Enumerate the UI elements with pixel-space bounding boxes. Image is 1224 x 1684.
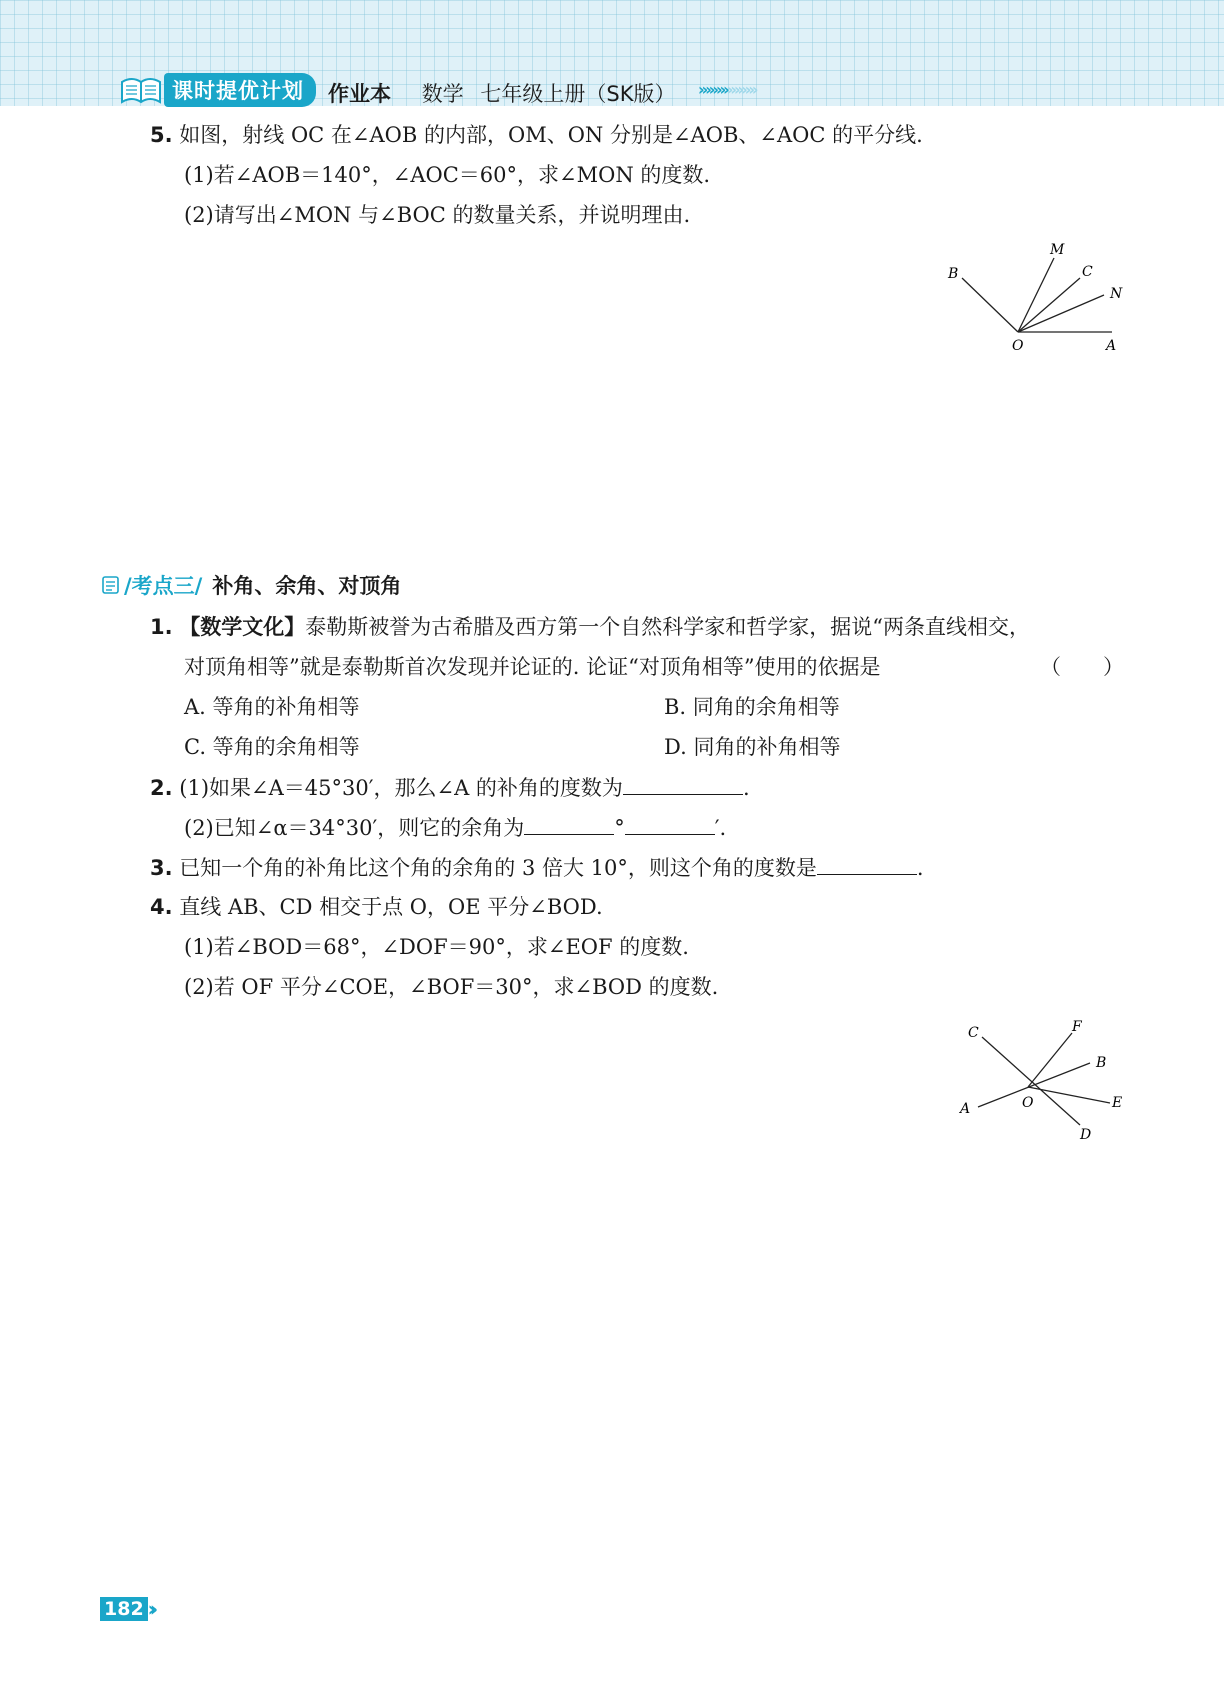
q3-period: . — [916, 856, 924, 880]
q5-line2: (1)若∠AOB＝140°，∠AOC＝60°，求∠MON 的度数. — [184, 163, 711, 187]
label-C: C — [968, 1025, 979, 1041]
q5-line1 — [150, 120, 923, 150]
page-number-value: 182 — [100, 1597, 148, 1621]
q5-line3: (2)请写出∠MON 与∠BOC 的数量关系，并说明理由. — [184, 203, 691, 227]
grade-label: 七年级上册（SK版） — [480, 82, 676, 106]
q1-tag: 【数学文化】 — [179, 614, 306, 639]
label-B: B — [1096, 1055, 1107, 1071]
q1-line1 — [150, 612, 1030, 642]
q2-minute-symbol: ′. — [714, 816, 727, 840]
label-N: N — [1110, 286, 1123, 302]
header-title — [328, 78, 675, 108]
q4-number: 4. — [150, 895, 173, 919]
q2-line2 — [184, 812, 726, 843]
q1-number: 1. — [150, 615, 173, 639]
workbook-label: 作业本 — [328, 82, 391, 106]
q4-line2: (1)若∠BOD＝68°，∠DOF＝90°，求∠EOF 的度数. — [184, 935, 689, 959]
label-A: A — [1106, 338, 1117, 354]
q2-line1 — [150, 772, 750, 803]
page-number — [100, 1596, 152, 1622]
q1-text2: 对顶角相等”就是泰勒斯首次发现并论证的. 论证“对顶角相等”使用的依据是 — [184, 655, 881, 679]
label-O: O — [1012, 338, 1024, 354]
label-C: C — [1082, 264, 1093, 280]
subject-label: 数学 — [421, 82, 464, 106]
q3-line — [150, 852, 924, 883]
q5-number: 5. — [150, 123, 173, 147]
q2-degree-symbol: ° — [614, 816, 625, 840]
label-O: O — [1022, 1095, 1034, 1111]
label-B: B — [948, 266, 959, 282]
label-M: M — [1050, 242, 1065, 258]
section-title: 补角、余角、对顶角 — [212, 574, 402, 598]
q3-text: 已知一个角的补角比这个角的余角的 3 倍大 10°，则这个角的度数是 — [179, 856, 817, 880]
q2-blank-degrees[interactable] — [524, 812, 614, 835]
double-chevron-icon: ›› — [147, 1597, 153, 1621]
brand — [118, 74, 316, 106]
label-F: F — [1072, 1019, 1082, 1035]
angle-figure-q5 — [940, 240, 1140, 360]
q4-line1 — [150, 892, 603, 922]
q1-option-b: B. 同角的余角相等 — [664, 695, 840, 719]
q5-text: 如图，射线 OC 在∠AOB 的内部，OM、ON 分别是∠AOB、∠AOC 的平分线. — [179, 123, 923, 147]
section-label: /考点三/ — [124, 574, 203, 598]
label-D: D — [1080, 1127, 1092, 1143]
q2-blank-minutes[interactable] — [625, 812, 715, 835]
q2-number: 2. — [150, 776, 173, 800]
label-A: A — [960, 1101, 971, 1117]
q2-text2: (2)已知∠α＝34°30′，则它的余角为 — [184, 816, 525, 840]
document-icon — [100, 574, 122, 596]
q1-option-d: D. 同角的补角相等 — [664, 735, 841, 759]
q3-number: 3. — [150, 856, 173, 880]
q1-option-c: C. 等角的余角相等 — [184, 735, 360, 759]
label-E: E — [1112, 1095, 1123, 1111]
brand-title: 课时提优计划 — [164, 73, 316, 107]
q4-line3: (2)若 OF 平分∠COE，∠BOF＝30°，求∠BOD 的度数. — [184, 975, 719, 999]
chevron-decoration-icon: ›››››››››››››››› — [698, 80, 756, 99]
q3-blank[interactable] — [817, 852, 917, 875]
q2-text1: (1)如果∠A＝45°30′，那么∠A 的补角的度数为 — [179, 776, 623, 800]
open-book-icon — [118, 74, 164, 106]
q1-text1: 泰勒斯被誉为古希腊及西方第一个自然科学家和哲学家，据说“两条直线相交， — [305, 615, 1031, 639]
q4-text1: 直线 AB、CD 相交于点 O，OE 平分∠BOD. — [179, 895, 603, 919]
q1-option-a: A. 等角的补角相等 — [184, 695, 360, 719]
intersecting-lines-figure-q4 — [950, 1015, 1130, 1145]
q2-blank1[interactable] — [623, 772, 743, 795]
q1-answer-bracket: （ ） — [1040, 655, 1124, 679]
section-heading — [100, 570, 401, 600]
q2-period: . — [742, 776, 750, 800]
